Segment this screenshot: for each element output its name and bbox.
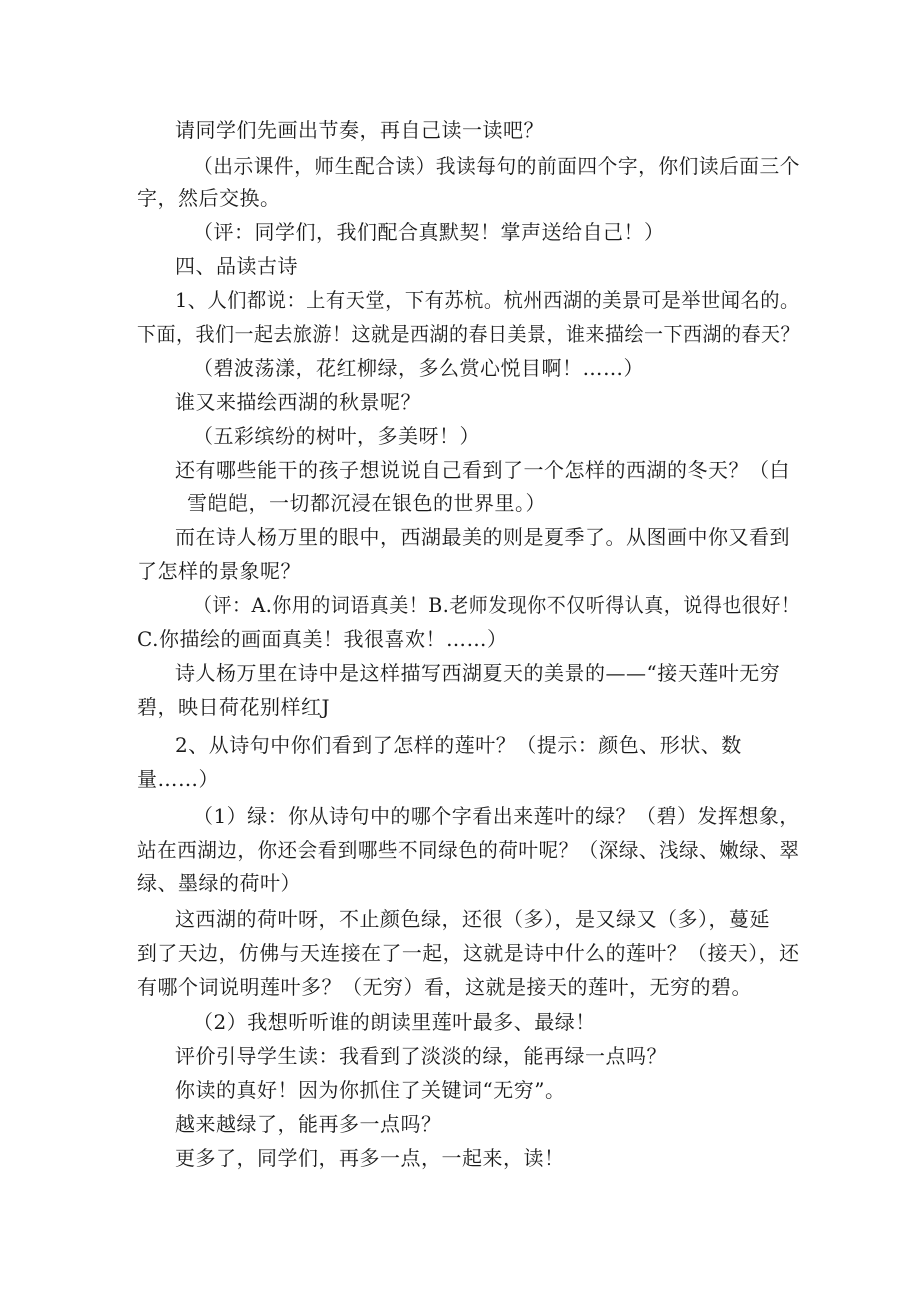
text-line: 而在诗人杨万里的眼中，西湖最美的则是夏季了。从图画中你又看到: [175, 525, 790, 549]
text-line: 你读的真好！因为你抓住了关键词“无穷”。: [175, 1078, 566, 1102]
text-line: 2、从诗句中你们看到了怎样的莲叶？（提示：颜色、形状、数: [175, 733, 742, 757]
text-line: 更多了，同学们，再多一点，一起来，读！: [175, 1146, 565, 1170]
text-line: 还有哪些能干的孩子想说说自己看到了一个怎样的西湖的冬天？（白: [175, 458, 790, 482]
text-line: 了怎样的景象呢？: [137, 559, 301, 583]
text-line: 下面，我们一起去旅游！这就是西湖的春日美景，谁来描绘一下西湖的春天？: [137, 322, 800, 346]
text-line: 到了天边，仿佛与天连接在了一起，这就是诗中什么的莲叶？（接天），还: [137, 941, 800, 965]
text-line: 站在西湖边，你还会看到哪些不同绿色的荷叶呢？（深绿、浅绿、嫩绿、翠: [137, 838, 800, 862]
text-line: （1）绿：你从诗句中的哪个字看出来莲叶的绿？（碧）发挥想象，: [193, 804, 800, 828]
text-line: （2）我想听听谁的朗读里莲叶最多、最绿！: [193, 1010, 596, 1034]
text-line: （五彩缤纷的树叶，多美呀！）: [193, 424, 480, 448]
text-line: 1、人们都说：上有天堂，下有苏杭。杭州西湖的美景可是举世闻名的。: [175, 288, 800, 312]
text-line: （评：同学们，我们配合真默契！掌声送给自己！）: [193, 220, 665, 244]
text-line: C.你描绘的画面真美！我很喜欢！……）: [137, 627, 508, 651]
text-line: 评价引导学生读：我看到了淡淡的绿，能再绿一点吗？: [175, 1044, 667, 1068]
text-line: （评：A.你用的词语真美！B.老师发现你不仅听得认真，说得也很好！: [193, 593, 801, 617]
text-line: 碧，映日荷花别样红J: [137, 695, 331, 719]
text-line: 雪皑皑，一切都沉浸在银色的世界里。）: [187, 491, 546, 515]
text-line: 有哪个词说明莲叶多？（无穷）看，这就是接天的莲叶，无穷的碧。: [137, 975, 752, 999]
text-line: （碧波荡漾，花红柳绿，多么赏心悦目啊！……）: [193, 356, 644, 380]
text-line: 绿、墨绿的荷叶）: [137, 871, 301, 895]
text-line: 字，然后交换。: [137, 186, 281, 210]
section-heading: 四、品读古诗: [175, 254, 298, 278]
text-line: （出示课件，师生配合读）我读每句的前面四个字，你们读后面三个: [193, 154, 801, 178]
text-line: 这西湖的荷叶呀，不止颜色绿，还很（多），是又绿又（多），蔓延: [175, 907, 770, 931]
text-line: 诗人杨万里在诗中是这样描写西湖夏天的美景的——“接天莲叶无穷: [175, 661, 781, 685]
text-line: 请同学们先画出节奏，再自己读一读吧？: [175, 118, 544, 142]
text-line: 越来越绿了，能再多一点吗？: [175, 1112, 442, 1136]
text-line: 量……）: [137, 767, 219, 791]
text-line: 谁又来描绘西湖的秋景呢？: [175, 390, 421, 414]
